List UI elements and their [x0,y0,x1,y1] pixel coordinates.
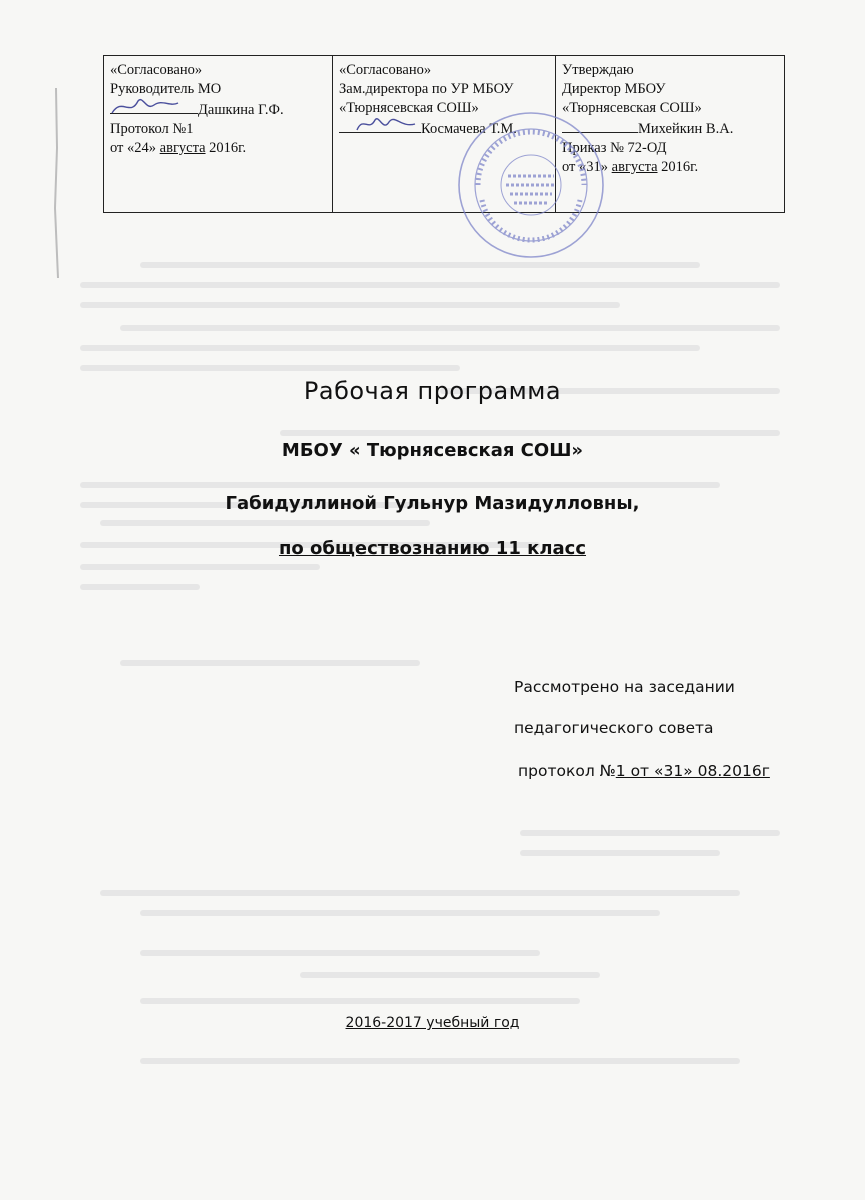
school-stamp-icon [456,110,609,260]
deputy-signature-blank [339,118,421,133]
paper-edge-mark [52,88,62,278]
mo-heading: «Согласовано» [110,62,203,78]
mo-signature-icon [110,93,180,117]
director-name: Михейкин В.А. [638,121,734,137]
mo-position: Руководитель МО [110,81,222,97]
director-heading: Утверждаю [562,62,634,78]
council-protocol-detail: 1 от «31» 08.2016г [615,762,770,780]
council-line-2: педагогического совета [514,719,714,737]
approval-mo [104,56,333,213]
approval-table [103,55,785,213]
mo-protocol: Протокол №1 [110,121,194,137]
academic-year [0,1015,865,1031]
director-order: Приказ № 72-ОД [562,140,667,156]
mo-name: Дашкина Г.Ф. [198,102,284,118]
council-protocol-prefix: протокол № [518,762,616,780]
deputy-name: Космачева Т.М. [421,121,517,137]
director-date-month: августа [611,159,658,175]
deputy-heading: «Согласовано» [339,62,432,78]
teacher-name: Габидуллиной Гульнур Мазидулловны, [225,493,640,514]
mo-signature-blank [110,99,198,114]
mo-signature-line [110,99,326,120]
deputy-signature-icon [339,112,417,136]
council-protocol [518,762,770,780]
mo-date [110,139,326,158]
academic-year-text: 2016-2017 учебный год [345,1015,520,1031]
school-name: МБОУ « Тюрнясевская СОШ» [281,440,584,461]
subject-line [0,538,865,559]
director-school: «Тюрнясевская СОШ» [562,100,702,116]
document-title: Рабочая программа [303,377,562,405]
director-date-prefix: от «31» [562,159,609,175]
council-line-1: Рассмотрено на заседании [514,678,735,696]
director-position: Директор МБОУ [562,81,666,97]
mo-date-suffix: 2016г. [205,140,247,156]
bleed-through-texture [80,190,800,1120]
mo-date-month: августа [159,140,206,156]
director-date-suffix: 2016г. [657,159,699,175]
deputy-position: Зам.директора по УР МБОУ [339,81,514,97]
deputy-school: «Тюрнясевская СОШ» [339,100,479,116]
subject-text: по обществознанию 11 класс [278,538,587,559]
mo-date-prefix: от «24» [110,140,157,156]
